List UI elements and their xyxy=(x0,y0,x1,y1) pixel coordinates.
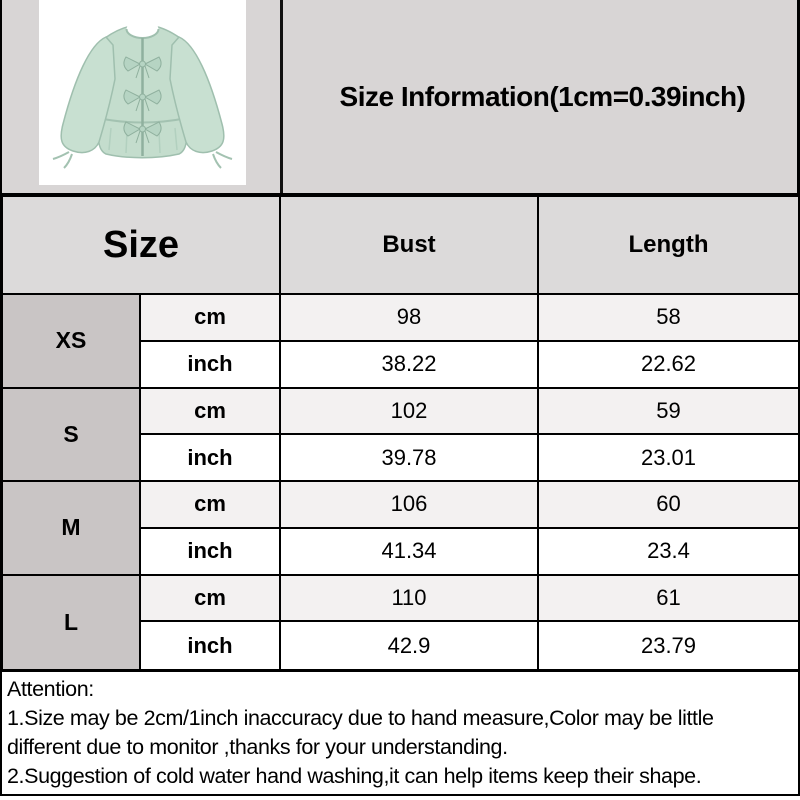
unit-cell: cm xyxy=(141,295,281,342)
size-label-l: L xyxy=(3,576,141,670)
value-xs-bust-inch: 38.22 xyxy=(281,342,539,389)
value-s-length-cm: 59 xyxy=(539,389,798,436)
unit-cell: inch xyxy=(141,622,281,669)
unit-cell: cm xyxy=(141,389,281,436)
value-l-bust-cm: 110 xyxy=(281,576,539,623)
header-size: Size xyxy=(3,197,281,295)
value-xs-length-cm: 58 xyxy=(539,295,798,342)
banner xyxy=(0,0,800,193)
unit-cell: cm xyxy=(141,482,281,529)
value-l-length-inch: 23.79 xyxy=(539,622,798,669)
size-label-xs: XS xyxy=(3,295,141,389)
attention-note xyxy=(0,670,800,796)
product-image xyxy=(39,0,246,185)
unit-cell: inch xyxy=(141,342,281,389)
value-m-bust-cm: 106 xyxy=(281,482,539,529)
jacket-illustration xyxy=(39,0,246,185)
value-xs-bust-cm: 98 xyxy=(281,295,539,342)
value-s-bust-inch: 39.78 xyxy=(281,435,539,482)
header-length: Length xyxy=(539,197,798,295)
unit-cell: inch xyxy=(141,529,281,576)
value-xs-length-inch: 22.62 xyxy=(539,342,798,389)
attention-line-2: different due to monitor ,thanks for your understanding. xyxy=(7,735,508,759)
value-m-bust-inch: 41.34 xyxy=(281,529,539,576)
size-info-title: Size Information(1cm=0.39inch) xyxy=(339,80,746,112)
value-s-length-inch: 23.01 xyxy=(539,435,798,482)
unit-cell: cm xyxy=(141,576,281,623)
unit-cell: inch xyxy=(141,435,281,482)
value-l-bust-inch: 42.9 xyxy=(281,622,539,669)
value-s-bust-cm: 102 xyxy=(281,389,539,436)
attention-line-1: 1.Size may be 2cm/1inch inaccuracy due to hand measure,Color may be little xyxy=(7,706,714,730)
value-m-length-inch: 23.4 xyxy=(539,529,798,576)
value-m-length-cm: 60 xyxy=(539,482,798,529)
size-label-m: M xyxy=(3,482,141,576)
header-bust: Bust xyxy=(281,197,539,295)
size-label-s: S xyxy=(3,389,141,483)
attention-title: Attention: xyxy=(7,677,94,701)
value-l-length-cm: 61 xyxy=(539,576,798,623)
attention-line-3: 2.Suggestion of cold water hand washing,it can help items keep their shape. xyxy=(7,764,702,788)
size-table xyxy=(0,193,800,672)
